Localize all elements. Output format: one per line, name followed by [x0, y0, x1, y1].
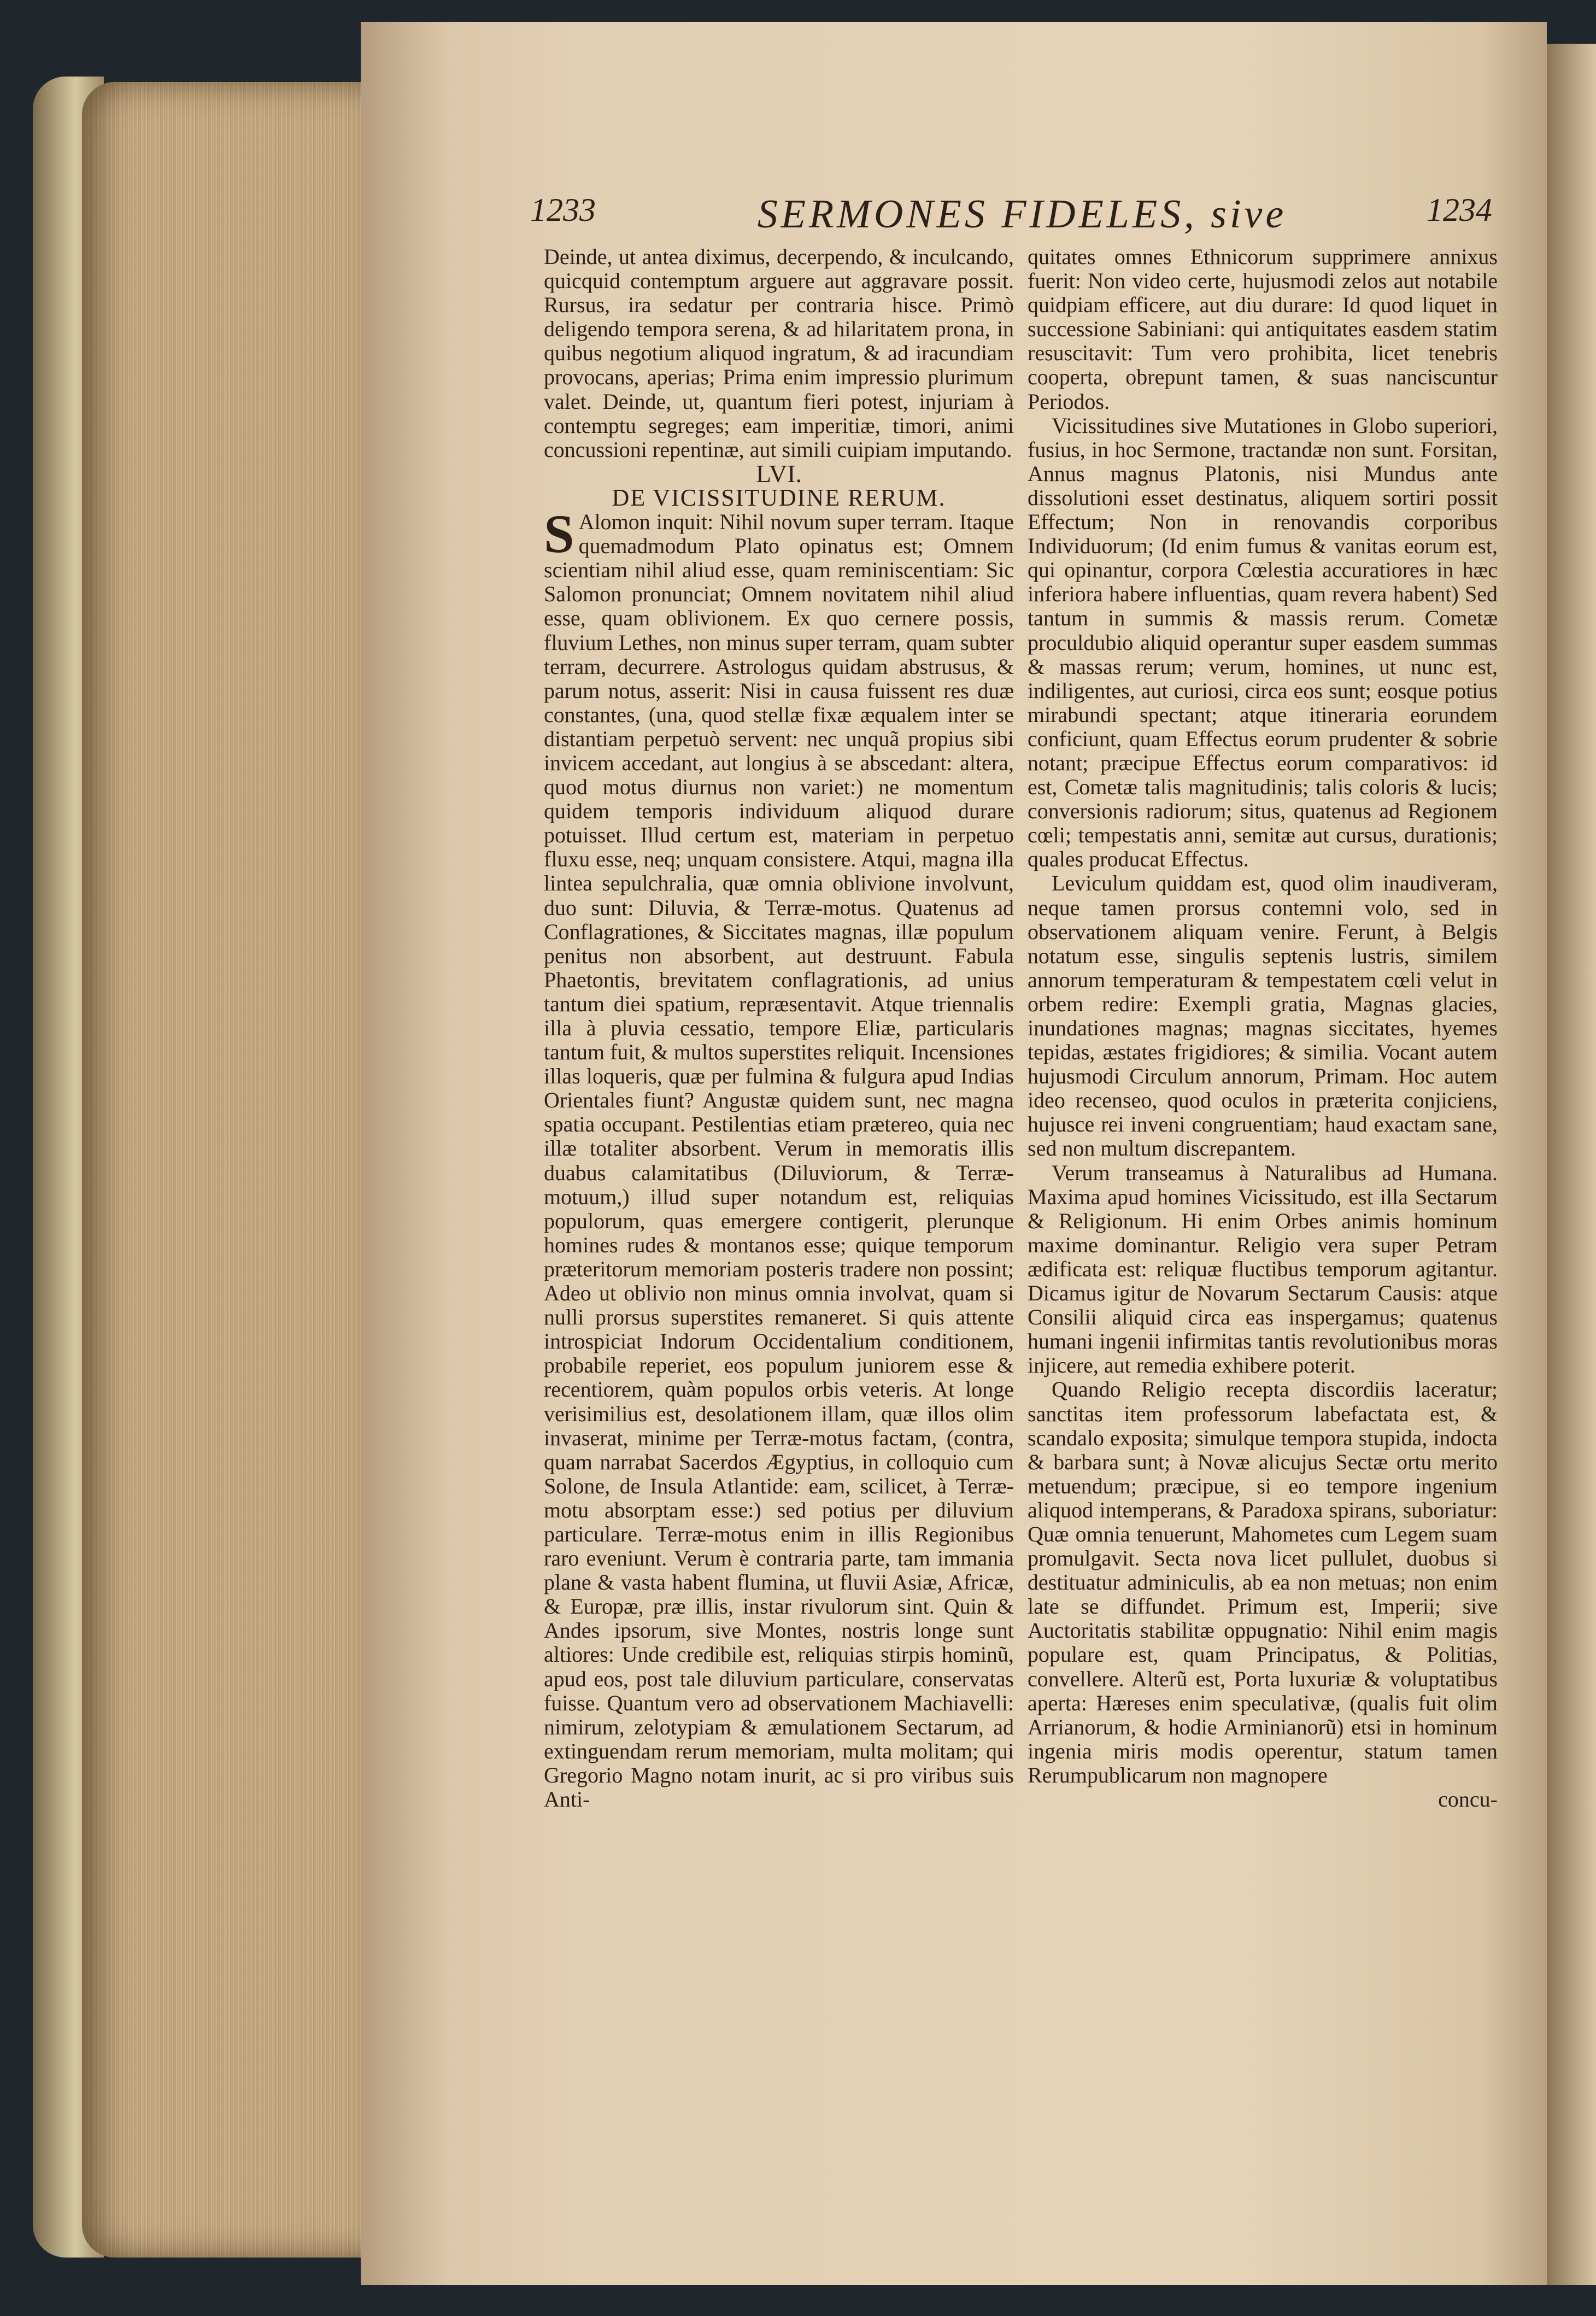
catchword: concu- — [1438, 1787, 1498, 1811]
right-text-column — [1028, 245, 1498, 1811]
chapter-number: LVI. — [756, 459, 802, 488]
paragraph: quitates omnes Ethnicorum supprimere annixus fuerit: Non video certe, hujusmodi zelos aut notabile quidpiam efficere, aut diu durare: Id quod liquet in successione Sabiniani: qui antiquitates easdem statim resuscitavit: Tum vero prohibita, licet tenebris cooperta, obrepunt tamen, & suas nanciscuntur Periodos. — [1028, 244, 1498, 414]
page-fore-edge — [82, 82, 366, 2258]
chapter-title: DE VICISSITUDINE RERUM. — [612, 484, 946, 511]
paragraph: Verum transeamus à Naturalibus ad Humana. Maxima apud homines Vicissitudo, est illa Sectarum & Religionum. Hi enim Orbes animis hominum maxime dominantur. Religio vera super Petram ædificata est: reliquæ fluctibus temporum agitantur. Dicamus igitur de Novarum Sectarum Causis: atque Consilii aliquid circa eas inspergamus; quatenus humani ingenii infirmitas tantis revolutionibus moras injicere, aut remedia exhibere poterit. — [1028, 1160, 1498, 1378]
page-number-left: 1233 — [530, 192, 596, 228]
left-text-column — [544, 245, 1014, 1811]
paragraph: Leviculum quiddam est, quod olim inaudiveram, neque tamen prorsus contemni volo, sed in observationem aliquam venire. Ferunt, à Belgis notatum esse, singulis septenis lustris, similem annorum temperaturam & tempestatem cœli velut in orbem redire: Exempli gratia, Magnas glacies, inundationes magnas; magnas siccitates, hyemes tepidas, æstates frigidiores; & similia. Vocant autem hujusmodi Circulum annorum, Primam. Hoc autem ideo recenseo, quod oculos in præterita conjiciens, hujusce rei inveni congruentiam; haud exactam sane, sed non multum discrepantem. — [1028, 871, 1498, 1161]
running-head — [530, 191, 1492, 246]
paragraph: Quando Religio recepta discordiis laceratur; sanctitas item professorum labefactata est, & scandalo exposita; simulque tempora stupida, indocta & barbara sunt; à Novæ alicujus Sectæ ortu merito metuendum; præcipue, si eo tempore ingenium aliquod intemperans, & Paradoxa spirans, suboriatur: Quæ omnia tenuerunt, Mahometes cum Legem suam promulgavit. Secta nova licet pullulet, duobus si destituatur adminiculis, ab ea non metuas; non enim late se diffundet. Primum est, Imperii; sive Auctoritatis stabilitæ oppugnatio: Nihil enim magis populare est, quam Principatus, & Politias, convellere. Alterũ est, Porta luxuriæ & voluptatibus aperta: Hæreses enim speculativæ, (qualis fuit olim Arrianorum, & hodie Arminianorũ) etsi in hominum ingenia miris modis operentur, statum tamen Rerumpublicarum non magnopere — [1028, 1377, 1498, 1787]
facing-page-edge — [1547, 44, 1596, 2285]
paragraph: Deinde, ut antea diximus, decerpendo, & inculcando, quicquid contemptum arguere aut aggravare possit. Rursus, ira sedatur per contraria hisce. Primò deligendo tempora serena, & ad hilaritatem prona, in quibus negotium aliquod ingratum, & ad iracundiam provocans, aperias; Prima enim impressio plurimum valet. Deinde, ut, quantum fieri potest, injuriam à contemptu segreges; eam imperitiæ, timori, animi concussioni repentinæ, aut simili cuipiam imputando. — [544, 244, 1014, 462]
paragraph-text: Alomon inquit: Nihil novum super terram. Itaque quemadmodum Plato opinatus est; Omnem scientiam nihil aliud esse, quam reminiscentiam: Sic Salomon pronunciat; Omnem novitatem nihil aliud esse, quam oblivionem. Ex quo cernere possis, fluvium Lethes, non minus super terram, quam subter terram, decurrere. Astrologus quidam abstrusus, & parum notus, asserit: Nisi in causa fuissent res duæ constantes, (una, quod stellæ fixæ æqualem inter se distantiam perpetuò servent: nec unquã propius sibi invicem accedant, aut longius à se abscedant: altera, quod motus diurnus non variet:) ne momentum quidem temporis individuum aliquod durare potuisset. Illud certum est, materiam in perpetuo fluxu esse, neq; unquam consistere. Atqui, magna illa lintea sepulchralia, quæ omnia oblivione involvunt, duo sunt: Diluvia, & Terræ-motus. Quatenus ad Conflagrationes, & Siccitates magnas, illæ populum penitus non absorbent, aut destruunt. Fabula Phaetontis, brevitatem conflagrationis, ad unius tantum diei spatium, repræsentavit. Atque triennalis illa à pluvia cessatio, tempore Eliæ, particularis tantum fuit, & multos superstites reliquit. Incensiones illas loqueris, quæ per fulmina & fulgura apud Indias Orientales fiunt? Angustæ quidem sunt, nec magna spatia occupant. Pestilentias etiam prætereo, quia nec illæ totaliter absorbent. Verum in memoratis illis duabus calamitatibus (Diluviorum, & Terræ-motuum,) illud super notandum est, reliquias populorum, quas emergere contigerit, plerunque homines rudes & montanos esse; quique temporum præteritorum memoriam posteris tradere non possint; Adeo ut oblivio non minus omnia involvat, quam si nulli prorsus superstites remaneret. Si quis attente introspiciat Indorum Occidentalium conditionem, probabile reperiet, eos populum juniorem esse & recentiorem, quàm populos orbis veteris. At longe verisimilius est, desolationem illam, quæ illos olim invaserat, minime per Terræ-motus factam, (contra, quam narrabat Sacerdos Ægyptius, in colloquio cum Solone, de Insula Atlantide: eam, scilicet, à Terræ-motu absorptam esse:) sed potius per diluvium particulare. Terræ-motus enim in illis Regionibus raro eveniunt. Verum è contraria parte, tam immania plane & vasta habent flumina, ut fluvii Asiæ, Africæ, & Europæ, præ illis, instar rivulorum sint. Quin & Andes ipsorum, sive Montes, nostris longe sunt altiores: Unde credibile est, reliquias stirpis hominũ, apud eos, post tale diluvium particulare, conservatas fuisse. Quantum vero ad observationem Machiavelli: nimirum, zelotypiam & æmulationem Sectarum, ad extinguendam rerum memoriam, multa molitam; qui Gregorio Magno notam inurit, ac si pro viribus suis Anti- — [544, 509, 1014, 1811]
drop-capital: S — [544, 503, 574, 565]
paragraph: Vicissitudines sive Mutationes in Globo superiori, fusius, in hoc Sermone, tractandæ non sunt. Forsitan, Annus magnus Platonis, nisi Mundus ante dissolutioni esset destinatus, aliquem sortiri possit Effectum; Non in renovandis corporibus Individuorum; (Id enim fumus & vanitas eorum est, qui opinantur, corpora Cœlestia accuratiores in hæc inferiora habere influentias, quam revera habent) Sed tantum in summis & massis rerum. Cometæ proculdubio aliquid operantur super easdem summas & massas rerum; verum, homines, ut nunc est, indiligentes, aut curiosi, circa eos sunt; eosque potius mirabundi spectant; atque itineraria eorundem conficiunt, quam Effectus eorum prudenter & sobrie notant; præcipue Effectus eorum comparativos: id est, Cometæ talis magnitudinis; talis coloris & lucis; conversionis radiorum; situs, quatenus ad Regionem cœli; tempestatis anni, semitæ aut cursus, durationis; quales producat Effectus. — [1028, 413, 1498, 872]
running-title: SERMONES FIDELES, sive — [757, 192, 1287, 237]
page-number-right: 1234 — [1427, 192, 1492, 228]
paragraph — [544, 503, 1014, 1811]
